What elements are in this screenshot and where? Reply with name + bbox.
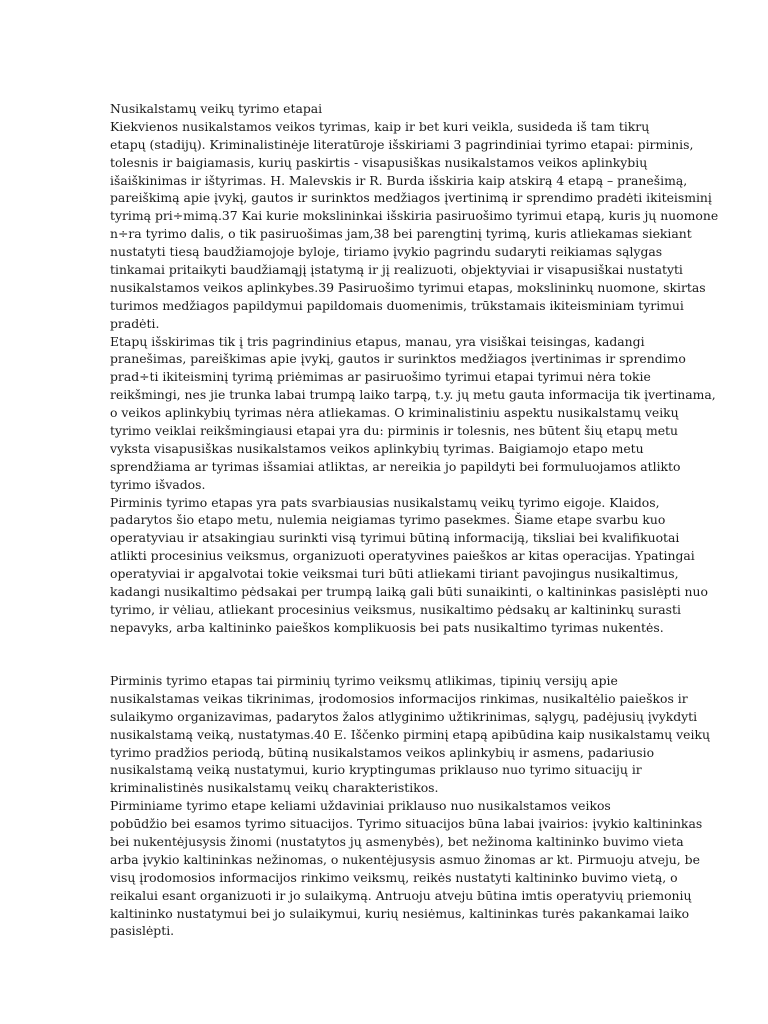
- text-line: nusikalstamos veikos aplinkybes.39 Pasiruošimo tyrimui etapas, mokslininkų nuomone, skirtas: [110, 279, 706, 295]
- text-line: atlikti procesinius veiksmus, organizuoti operatyvines paieškos ar kitas operacijas. Ypatingai: [110, 548, 695, 564]
- text-line: operatyviai ir apgalvotai tokie veiksmai turi būti atliekami tiriant pavojingus nusikaltimus,: [110, 566, 679, 582]
- text-line: tinkamai pritaikyti baudžiamąjį įstatymą ir jį realizuoti, objektyviai ir visapusiškai nustatyti: [110, 262, 683, 278]
- text-line: Etapų išskirimas tik į tris pagrindinius etapus, manau, yra visiškai teisingas, kadangi: [110, 333, 645, 349]
- text-line: visų įrodomosios informacijos rinkimo veiksmų, reikės nustatyti kaltininko buvimo vietą, o: [110, 869, 678, 885]
- text-line: pranešimas, pareiškimas apie įvykį, gautos ir surinktos medžiagos įvertinimas ir sprendimo: [110, 351, 686, 367]
- document-title: Nusikalstamų veikų tyrimo etapai: [110, 101, 323, 116]
- text-line: arba įvykio kaltininkas nežinomas, o nukentėjusysis asmuo žinomas ar kt. Pirmuoju atveju, be: [110, 851, 700, 867]
- text-line: padarytos šio etapo metu, nulemia neigiamas tyrimo pasekmes. Šiame etape svarbu kuo: [110, 512, 666, 528]
- text-line: kriminalistinės nusikalstamų veikų charakteristikos.: [110, 780, 439, 796]
- text-line: pradėti.: [110, 315, 160, 331]
- text-line: sprendžiama ar tyrimas išsamiai atliktas, ar nereikia jo papildyti bei formuluojamos atlikto: [110, 458, 681, 474]
- text-line: bei nukentėjusysis žinomi (nustatytos jų asmenybės), bet nežinoma kaltininko buvimo vieta: [110, 834, 684, 850]
- text-line: Pirminis tyrimo etapas yra pats svarbiausias nusikalstamų veikų tyrimo eigoje. Klaidos,: [110, 494, 660, 510]
- text-line: nusikalstamas veikas tikrinimas, įrodomosios informacijos rinkimas, nusikaltėlio paieškos ir: [110, 690, 688, 706]
- text-line: pasislėpti.: [110, 923, 175, 939]
- text-line: nusikalstamą veiką, nustatymas.40 E. Iščenko pirminį etapą apibūdina kaip nusikalstamų veikų: [110, 726, 710, 742]
- text-line: sulaikymo organizavimas, padarytos žalos atlyginimo užtikrinimas, sąlygų, padėjusių įvykdyti: [110, 708, 698, 724]
- text-line: išaiškinimas ir ištyrimas. H. Malevskis ir R. Burda išskiria kaip atskirą 4 etapą – pranešimą,: [110, 172, 688, 188]
- text-line: pobūdžio bei esamos tyrimo situacijos. Tyrimo situacijos būna labai įvairios: įvykio kaltininkas: [110, 816, 703, 832]
- text-line: reikšmingi, nes jie trunka labai trumpą laiko tarpą, t.y. jų metu gauta informacija tik įvertinama,: [110, 387, 716, 403]
- text-line: tyrimo išvados.: [110, 476, 206, 492]
- text-line: nepavyks, arba kaltininko paieškos komplikuosis bei pats nusikaltimo tyrimas nukentės.: [110, 619, 664, 635]
- text-line: nustatyti tiesą baudžiamojoje byloje, tiriamo įvykio pagrindu sudaryti reikiamas sąlygas: [110, 244, 663, 260]
- text-line: tyrimo pradžios periodą, būtiną nusikalstamos veikos aplinkybių ir asmens, padariusio: [110, 744, 655, 760]
- text-line: Pirminiame tyrimo etape keliami uždaviniai priklauso nuo nusikalstamos veikos: [110, 798, 611, 814]
- text-line: turimos medžiagos papildymui papildomais duomenimis, trūkstamais ikiteisminiam tyrimui: [110, 297, 684, 313]
- text-line: tyrimo, ir vėliau, atliekant procesinius veiksmus, nusikaltimo pėdsakų ar kaltininkų surasti: [110, 601, 681, 617]
- text-line: vyksta visapusiškas nusikalstamos veikos aplinkybių tyrimas. Baigiamojo etapo metu: [110, 440, 644, 456]
- text-line: tyrimo veiklai reikšmingiausi etapai yra du: pirminis ir tolesnis, nes būtent šių etapų metu: [110, 423, 678, 439]
- text-line: prad÷ti ikiteisminį tyrimą priėmimas ar pasiruošimo tyrimui etapai tyrimui nėra tokie: [110, 369, 651, 385]
- text-line: nusikalstamą veiką nustatymui, kurio kryptingumas priklauso nuo tyrimo situacijų ir: [110, 762, 642, 778]
- text-line: etapų (stadijų). Kriminalistinėje literatūroje išskiriami 3 pagrindiniai tyrimo etapai: pirminis,: [110, 136, 694, 152]
- text-line: pareiškimą apie įvykį, gautos ir surinktos medžiagos įvertinimą ir sprendimo pradėti ikiteisminį: [110, 190, 712, 206]
- text-line: reikalui esant organizuoti ir jo sulaikymą. Antruoju atveju būtina imtis operatyvių priemonių: [110, 887, 692, 903]
- text-line: kaltininko nustatymui bei jo sulaikymui, kurių nesiėmus, kaltininkas turės pakankamai laiko: [110, 905, 690, 921]
- text-line: o veikos aplinkybių tyrimas nėra atliekamas. O kriminalistiniu aspektu nusikalstamų veikų: [110, 405, 679, 421]
- text-line: Kiekvienos nusikalstamos veikos tyrimas, kaip ir bet kuri veikla, susideda iš tam tikrų: [110, 118, 650, 134]
- text-line: n÷ra tyrimo dalis, o tik pasiruošimas jam,38 bei parengtinį tyrimą, kuris atliekamas siekiant: [110, 226, 692, 242]
- section-1: [110, 100, 720, 637]
- section-2: [110, 672, 720, 940]
- text-line: operatyviau ir atsakingiau surinkti visą tyrimui būtiną informaciją, tiksliai bei kvalifikuotai: [110, 530, 680, 546]
- text-line: tyrimą pri÷mimą.37 Kai kurie mokslininkai išskiria pasiruošimo tyrimui etapą, kuris jų nuomone: [110, 208, 719, 224]
- text-line: kadangi nusikaltimo pėdsakai per trumpą laiką gali būti sunaikinti, o kaltininkas pasislėpti nuo: [110, 584, 708, 600]
- text-line: Pirminis tyrimo etapas tai pirminių tyrimo veiksmų atlikimas, tipinių versijų apie: [110, 673, 618, 688]
- text-line: tolesnis ir baigiamasis, kurių paskirtis - visapusiškas nusikalstamos veikos aplinkybių: [110, 154, 648, 170]
